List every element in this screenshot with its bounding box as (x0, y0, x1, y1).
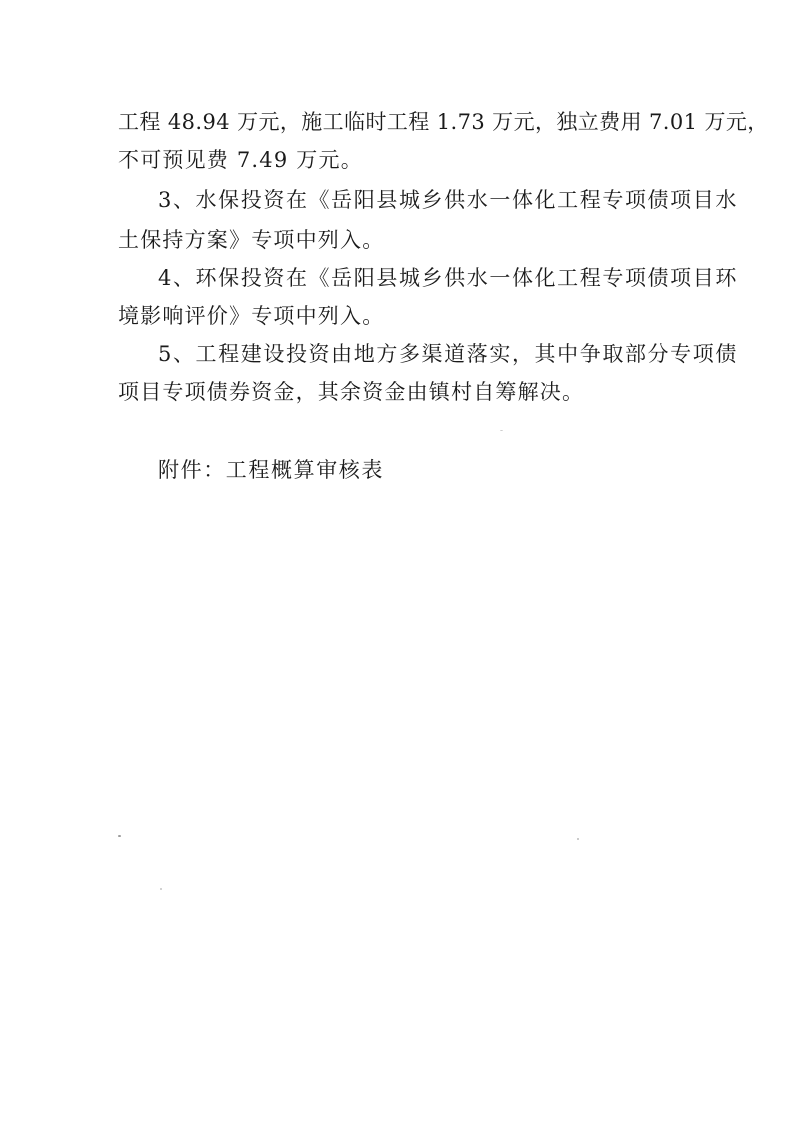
item-4-environmental: 4、环保投资在《岳阳县城乡供水一体化工程专项债项目环 (158, 266, 738, 290)
scan-speck (500, 430, 503, 431)
attachment-note: 附件：工程概算审核表 (158, 458, 384, 482)
paragraph-line-cost-breakdown: 工程 48.94 万元，施工临时工程 1.73 万元，独立费用 7.01 万元， (118, 110, 769, 134)
scan-speck (118, 835, 121, 837)
item-4-continuation: 境影响评价》专项中列入。 (118, 304, 385, 328)
scan-speck (160, 888, 162, 890)
paragraph-line-contingency: 不可预见费 7.49 万元。 (118, 148, 363, 172)
scan-speck (577, 838, 579, 840)
item-3-continuation: 土保持方案》专项中列入。 (118, 228, 385, 252)
item-5-continuation: 项目专项债券资金，其余资金由镇村自筹解决。 (118, 380, 585, 404)
item-5-funding: 5、工程建设投资由地方多渠道落实，其中争取部分专项债 (158, 342, 738, 366)
item-3-water-conservation: 3、水保投资在《岳阳县城乡供水一体化工程专项债项目水 (158, 188, 738, 212)
